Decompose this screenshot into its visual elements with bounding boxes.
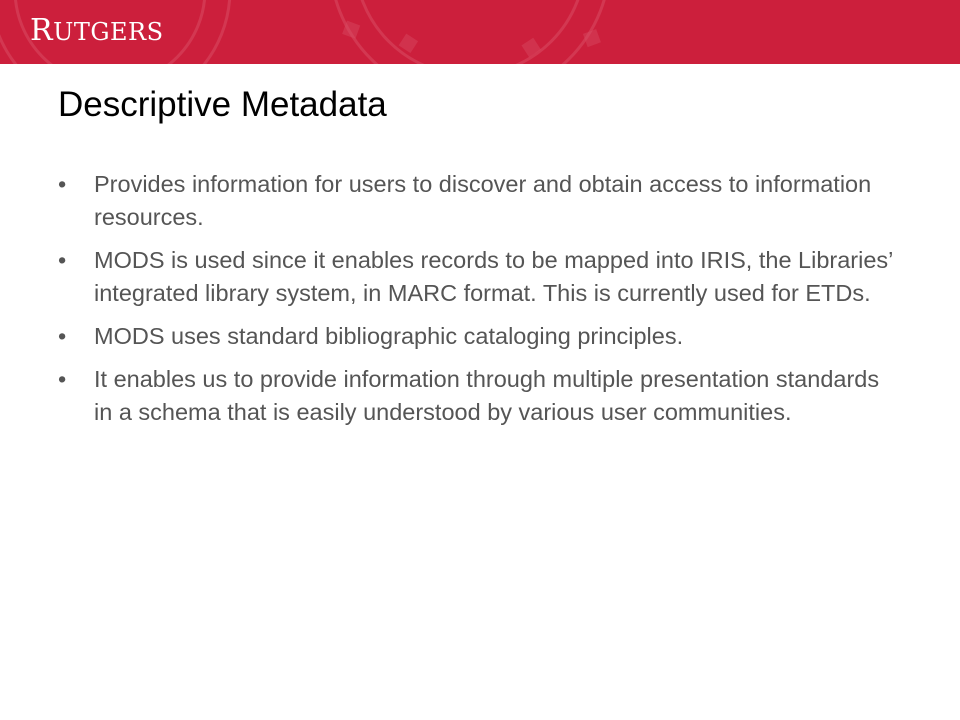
slide-title: Descriptive Metadata (58, 85, 387, 124)
list-item (58, 363, 898, 429)
logo-text: RUTGERS (30, 13, 164, 48)
bullet-text: Provides information for users to discover and obtain access to information resources. (94, 171, 872, 230)
header-banner (0, 0, 960, 64)
list-item (58, 320, 898, 353)
bullet-icon: • (58, 323, 67, 349)
bullet-list (58, 168, 898, 439)
bullet-icon: • (58, 247, 67, 273)
list-item (58, 168, 898, 234)
bullet-text: MODS is used since it enables records to be mapped into IRIS, the Libraries’ integrated library system, in MARC format. This is currently used for ETDs. (94, 247, 893, 306)
svg-text:◆: ◆ (518, 29, 545, 64)
list-item (58, 244, 898, 310)
bullet-icon: • (58, 171, 67, 197)
svg-text:◆: ◆ (577, 19, 608, 55)
bullet-text: MODS uses standard bibliographic cataloging principles. (94, 323, 684, 349)
svg-text:◆: ◆ (395, 25, 422, 59)
svg-text:◆: ◆ (335, 10, 367, 47)
bullet-text: It enables us to provide information through multiple presentation standards in a schema that is easily understood by various user communities. (94, 366, 880, 425)
bullet-icon: • (58, 366, 67, 392)
rutgers-logo (30, 9, 164, 54)
